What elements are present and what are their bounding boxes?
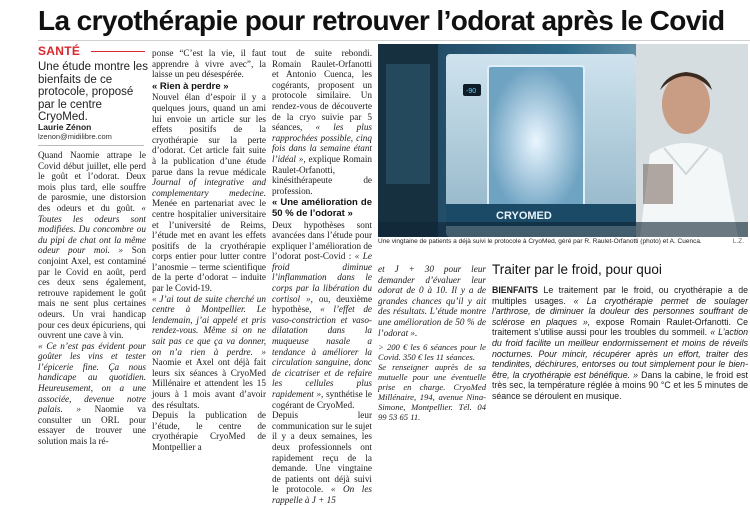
article-column-2 — [152, 48, 266, 452]
author-divider — [38, 145, 144, 146]
article-column-4 — [378, 264, 486, 431]
photo-credit: L.Z. — [732, 238, 744, 245]
sidebar-quote: « La cryothérapie permet de soulager l’arthrose, de diminuer la douleur des personnes souffrant de sclérose en plaques », — [492, 295, 748, 327]
author-email: lzenon@midilibre.com — [38, 132, 112, 141]
paragraph: Quand Naomie attrape le Covid début juillet, elle perd le goût et l’odorat. Deux mois plus tard, elle souffre de parosmie, une distorsion des odeurs et du goût. — [38, 150, 146, 213]
display-readout: -90 — [466, 88, 477, 95]
sidebar-lead: BIENFAITS — [492, 285, 538, 295]
section-rule — [91, 51, 145, 52]
sidebar-paragraph: Dans la cabine, le froid est très sec, la température réglée à moins 90 °C et les 5 minutes de séance se déroulent en musique. — [492, 369, 748, 401]
photo-caption — [378, 238, 750, 245]
quote: « les plus rapprochées possible, cinq fois dans la semaine étant l’idéal », — [272, 122, 372, 164]
paragraph: ou, deuxième hypothèse, — [272, 293, 373, 315]
subheading: « Rien à perdre » — [152, 80, 229, 92]
sidebar-title: Traiter par le froid, pour quoi — [492, 262, 662, 277]
paragraph: tout de suite rebondi. Romain Raulet-Orfanotti et Antonio Cuenca, les cogérants, proposent un protocole similaire. Un rendez-vous de découverte de la cryo suivie par 5 séances, — [272, 48, 372, 133]
article-column-3 — [272, 48, 373, 505]
paragraph: Naomie va consulter un ORL pour essayer de trouver une solution mais la ré- — [38, 404, 146, 447]
paragraph: Depuis leur communication sur le sujet il y a deux semaines, les deux professionnels ont rapidement reçu de la demande. Une vingtaine de patients ont déjà suivi le protocole. — [272, 410, 372, 495]
caption-text: Une vingtaine de patients a déjà suivi le protocole à CryoMed, géré par R. Raulet-Orfanotti (photo) et A. Cuenca. — [378, 238, 702, 245]
price-note: > 200 € les 6 séances pour le Covid. 350 € les 11 séances. — [378, 342, 486, 363]
article-column-1 — [38, 150, 147, 447]
article-photo — [378, 44, 748, 237]
paragraph: Deux hypothèses sont avancées dans l’étude pour expliquer l’amélioration de l’odorat post-Covid : — [272, 219, 373, 262]
subheading: « Une amélioration de 50 % de l’odorat » — [272, 197, 372, 219]
sidebar-quote: « L’action du froid facilite un meilleur endormissement et moins de réveils nocturnes. Pour mincir, récupérer après un effort, traiter des tendinites, déchirures, entorses ou tout simplement pour le bien-être, la cryothérapie est bénéfique. » — [492, 327, 749, 380]
sidebar-paragraph: Le traitement par le froid, ou cryothérapie a de multiples usages. — [492, 285, 748, 306]
paragraph: explique Romain Raulet-Orfanotti, kinésithérapeute de profession. — [272, 153, 372, 196]
paragraph: Menée en partenariat avec le centre hospitalier universitaire et l’université de Reims, l’étude met en avant les effets positifs de la cryothérapie corps entier pour lutter contre l’anosmie – terme scientifique de la perte d’odorat – induite par le Covid-19. — [152, 198, 266, 294]
quote: « Ce n’est pas évident pour goûter les vins et tester l’épicerie fine. Ça nous handicape au quotidien. Heureusement, on a une associée, devenue notre palais. » — [38, 340, 146, 415]
article-headline: La cryothérapie pour retrouver l’odorat après le Covid — [38, 5, 725, 36]
sidebar-paragraph: expose Romain Raulet-Orfanotti. Ce traitement s’utilise aussi pour les troubles du sommeil. — [492, 316, 749, 338]
paragraph: Naomie et Axel ont déjà fait leurs six séances à CryoMed Millénaire et attendent les 15 jours à 1 mois avant d’avoir des résultats. — [152, 357, 266, 410]
cabin-brand-text: CRYOMED — [496, 210, 552, 222]
quote: et J + 30 pour leur demander d’évaluer leur odorat de 0 à 10. Il y a de grandes chances qu’il y ait des résultats. L’étude montre une amélioration de 50 % de l’odorat ». — [378, 264, 486, 338]
paragraph: Depuis la publication de l’étude, le centre de cryothérapie CryoMed de Montpellier a — [152, 410, 266, 452]
quote: « J’ai tout de suite cherché un centre à Montpellier. Le lendemain, j’ai appelé et pris rendez-vous. Même si on ne sait pas ce que ça va donner, on n’a rien à perdre. » — [152, 293, 266, 357]
journal-title: Journal of integrative and complementary medecine. — [152, 177, 266, 198]
paragraph: Nouvel élan d’espoir il y a quelques jours, quand un ami lui envoie un article sur les effets positifs de la cryothérapie sur la perte d’odorat. Cet article fait suite à la publication d’une étude parue dans la revue médicale — [152, 92, 266, 177]
quote: « Le froid diminue l’inflammation dans le corps par la libération du cortisol », — [272, 251, 372, 304]
section-label: SANTÉ — [38, 44, 81, 58]
headline-divider — [38, 40, 750, 41]
quote: « l’effet de vaso-constriction et vaso-dilatation dans la muqueuse nasale a tendance à améliorer la circulation sanguine, donc de cicatriser et de refaire les cellules plus rapidement », — [272, 304, 372, 399]
author-name: Laurie Zénon — [38, 122, 92, 132]
sidebar-body — [492, 285, 748, 402]
cryotherapy-room-image — [378, 44, 748, 237]
contact-note: Se renseigner auprès de sa mutuelle pour une éventuelle prise en charge. CryoMed Millénaire, 194, avenue Nina-Simone, Montpellier. Tél. 04 99 53 65 11. — [378, 362, 486, 423]
quote: « On les rappelle à J + 15 — [272, 484, 373, 505]
paragraph: ponse “C’est la vie, il faut apprendre à vivre avec”, la laisse un peu désespérée. — [152, 48, 266, 80]
paragraph: Son conjoint Axel, est contaminé par le Covid en août, perd ces deux sens également, retrouve rapidement le goût mais ne sent plus certaines odeurs. Un vrai handicap pour ces deux épicuriens, qui ouvrent une cave à vin. — [38, 245, 147, 341]
quote: « Toutes les odeurs sont modifiées. Du concombre ou du pipi de chat ont la même odeur pour moi. » — [38, 202, 146, 256]
article-lede: Une étude montre les bienfaits de ce protocole, proposé par le centre CryoMed. — [38, 61, 148, 123]
paragraph: synthétise le cogérant de CryoMed. — [272, 389, 372, 410]
